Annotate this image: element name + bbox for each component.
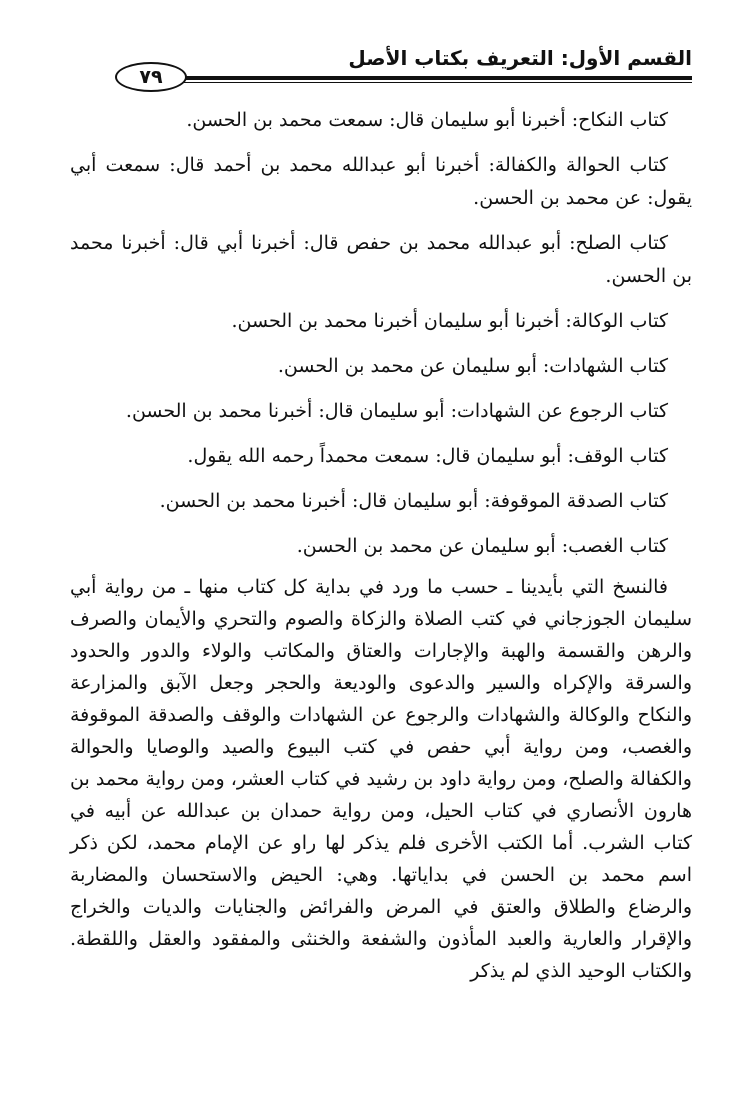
body-text [70, 104, 692, 987]
entry-rujoo: كتاب الرجوع عن الشهادات: أبو سليمان قال: أخبرنا محمد بن الحسن. [125, 400, 668, 422]
main-paragraph: فالنسخ التي بأيدينا ـ حسب ما ورد في بداية كل كتاب منها ـ من رواية أبي سليمان الجوزجاني في كتب الصلاة والزكاة والصوم والتحري والأيمان والصرف والرهن والقسمة والهبة والإجارات والعتاق والمكاتب والولاء والدور والحدود والسرقة والإكراه والسير والدعوى والوديعة والحجر وجعل الآبق والمزارعة والنكاح والوكالة والشهادات والرجوع عن الشهادات والوقف والصدقة الموقوفة والغصب، ومن رواية أبي حفص في كتب البيوع والصيد والوصايا والحوالة والكفالة والصلح، ومن رواية داود بن رشيد في كتاب العشر، ومن رواية محمد بن هارون الأنصاري في كتاب الحيل، ومن رواية حمدان بن عبدالله عن أبيه في كتاب الشرب. أما الكتب الأخرى فلم يذكر لها راو عن الإمام محمد، لكن ذكر اسم محمد بن الحسن في بداياتها. وهي: الحيض والاستحسان والمضاربة والرضاع والطلاق والعتق في المرض والفرائض والجنايات والديات والخراج والإقرار والعارية والعبد المأذون والشفعة والخنثى والمفقود والعقل واللقطة. والكتاب الوحيد الذي لم يذكر [70, 576, 692, 982]
entry-ghasb: كتاب الغصب: أبو سليمان عن محمد بن الحسن. [296, 535, 668, 557]
entry-sadaqa: كتاب الصدقة الموقوفة: أبو سليمان قال: أخبرنا محمد بن الحسن. [159, 490, 668, 512]
entry-shahadat: كتاب الشهادات: أبو سليمان عن محمد بن الحسن. [277, 355, 668, 377]
page-header [80, 44, 692, 92]
header-rule-thick [157, 76, 692, 80]
page-number: ٧٩ [115, 62, 187, 92]
entry-nikah: كتاب النكاح: أخبرنا أبو سليمان قال: سمعت محمد بن الحسن. [186, 109, 668, 131]
running-title: القسم الأول: التعريف بكتاب الأصل [348, 46, 692, 70]
entry-waqf: كتاب الوقف: أبو سليمان قال: سمعت محمداً رحمه الله يقول. [187, 445, 668, 467]
header-rule-thin [157, 82, 692, 83]
entry-hawala: كتاب الحوالة والكفالة: أخبرنا أبو عبدالله محمد بن أحمد قال: سمعت أبي يقول: عن محمد بن الحسن. [70, 154, 692, 209]
entry-wakala: كتاب الوكالة: أخبرنا أبو سليمان أخبرنا محمد بن الحسن. [231, 310, 668, 332]
entry-sulh: كتاب الصلح: أبو عبدالله محمد بن حفص قال: أخبرنا أبي قال: أخبرنا محمد بن الحسن. [70, 232, 692, 287]
